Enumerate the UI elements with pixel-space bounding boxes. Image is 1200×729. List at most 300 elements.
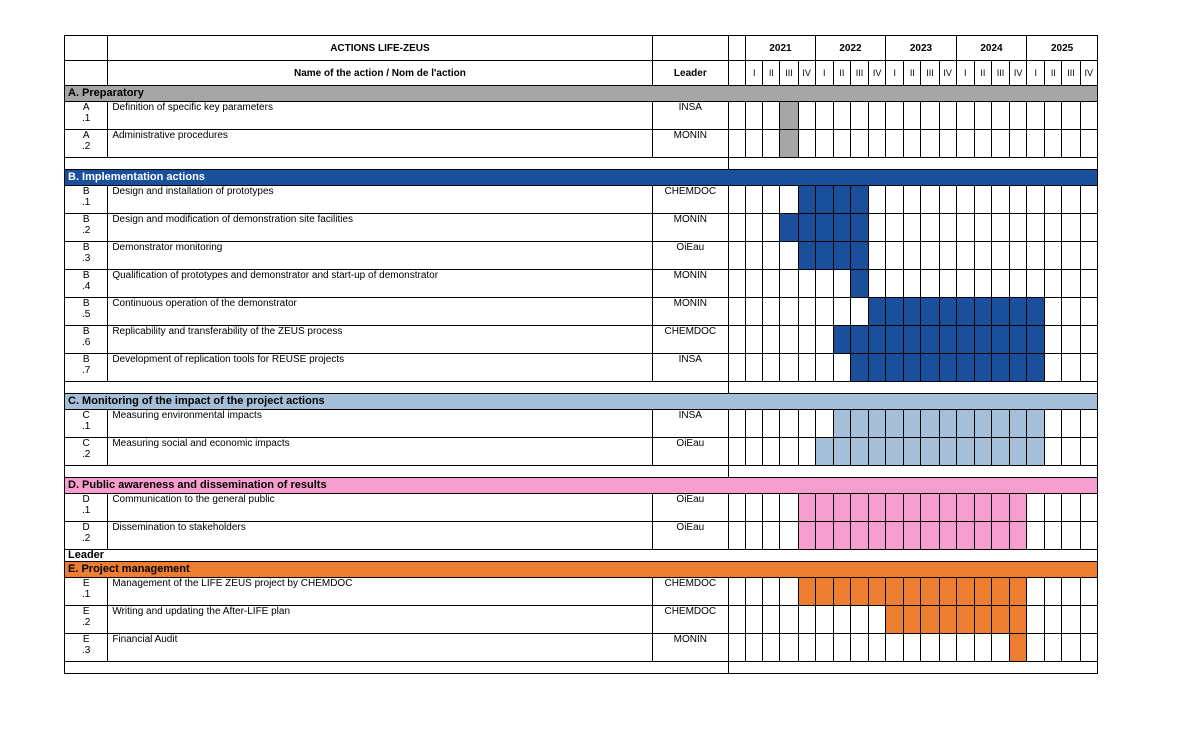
action-code: [65, 494, 108, 522]
gantt-bar-cell: [850, 270, 868, 298]
gantt-cell: [1062, 130, 1080, 158]
gantt-bar-cell: [833, 578, 850, 606]
section-header-E: [65, 562, 1098, 578]
gantt-cell: [886, 634, 904, 662]
gantt-bar-cell: [956, 298, 974, 326]
header-blank-2: [65, 61, 108, 86]
action-leader: OiEau: [652, 494, 729, 522]
gantt-bar-cell: [974, 494, 991, 522]
gantt-cell: [1045, 102, 1062, 130]
quarter-2025-II: II: [1045, 61, 1062, 86]
gantt-cell: [904, 214, 921, 242]
action-code-letter: B: [82, 214, 90, 225]
gantt-cell: [1010, 186, 1027, 214]
gantt-cell: [780, 298, 798, 326]
gantt-cell: [1045, 634, 1062, 662]
action-name: Qualification of prototypes and demonstrator and start-up of demonstrator: [108, 270, 652, 298]
gantt-cell: [780, 326, 798, 354]
gantt-bar-cell: [886, 410, 904, 438]
gantt-cell: [798, 326, 815, 354]
action-code-number: .2: [81, 225, 91, 236]
gantt-bar-cell: [850, 214, 868, 242]
action-code-number: .1: [81, 197, 91, 208]
spacer-cell: [729, 466, 1098, 478]
action-row: [65, 186, 1098, 214]
gantt-cell: [729, 326, 746, 354]
gantt-bar-cell: [833, 242, 850, 270]
gantt-cell: [1062, 438, 1080, 466]
action-code-letter: B: [82, 298, 90, 309]
gantt-cell: [974, 130, 991, 158]
gantt-cell: [1045, 270, 1062, 298]
gantt-bar-cell: [850, 242, 868, 270]
gantt-bar-cell: [833, 522, 850, 550]
spacer-cell: [729, 662, 1098, 674]
gantt-cell: [939, 130, 956, 158]
gantt-cell: [1080, 410, 1097, 438]
gantt-bar-cell: [798, 494, 815, 522]
gantt-bar-cell: [869, 410, 886, 438]
gantt-cell: [1062, 410, 1080, 438]
gantt-bar-cell: [921, 494, 939, 522]
gantt-cell: [1045, 578, 1062, 606]
gantt-cell: [956, 102, 974, 130]
action-name: Writing and updating the After-LIFE plan: [108, 606, 652, 634]
action-name: Replicability and transferability of the ZEUS process: [108, 326, 652, 354]
gantt-cell: [815, 410, 833, 438]
gantt-bar-cell: [991, 326, 1009, 354]
gantt-bar-cell: [956, 578, 974, 606]
gantt-bar-cell: [1010, 522, 1027, 550]
gantt-cell: [798, 130, 815, 158]
action-code-number: .5: [81, 309, 91, 320]
gantt-cell: [780, 270, 798, 298]
gantt-cell: [780, 410, 798, 438]
quarter-2022-IV: IV: [869, 61, 886, 86]
action-code-letter: B: [82, 326, 90, 337]
gantt-bar-cell: [780, 214, 798, 242]
spacer-row: [65, 382, 1098, 394]
gantt-cell: [1080, 522, 1097, 550]
gantt-bar-cell: [974, 606, 991, 634]
gantt-bar-cell: [904, 326, 921, 354]
gantt-cell: [1027, 522, 1045, 550]
gantt-cell: [1045, 606, 1062, 634]
gantt-cell: [939, 634, 956, 662]
gantt-cell: [833, 354, 850, 382]
gantt-bar-cell: [850, 326, 868, 354]
gantt-cell: [763, 494, 780, 522]
action-name: Measuring social and economic impacts: [108, 438, 652, 466]
gantt-cell: [798, 438, 815, 466]
quarter-2022-I: I: [815, 61, 833, 86]
action-code: [65, 102, 108, 130]
gantt-bar-cell: [904, 438, 921, 466]
gantt-cell: [1062, 634, 1080, 662]
gantt-bar-cell: [850, 354, 868, 382]
gantt-cell: [956, 214, 974, 242]
gantt-cell: [850, 298, 868, 326]
header-blank: [65, 36, 108, 61]
gantt-cell: [850, 130, 868, 158]
spacer-row: [65, 662, 1098, 674]
gantt-cell: [1045, 130, 1062, 158]
gantt-cell: [815, 354, 833, 382]
gantt-table: [64, 35, 1098, 674]
gantt-cell: [956, 242, 974, 270]
action-code: [65, 242, 108, 270]
gantt-cell: [921, 102, 939, 130]
gantt-cell: [815, 130, 833, 158]
quarter-2023-I: I: [886, 61, 904, 86]
section-header-C: [65, 394, 1098, 410]
gantt-bar-cell: [886, 326, 904, 354]
action-code: [65, 438, 108, 466]
gantt-cell: [974, 242, 991, 270]
gantt-cell: [869, 214, 886, 242]
gantt-cell: [939, 242, 956, 270]
gantt-cell: [1045, 522, 1062, 550]
gantt-cell: [729, 130, 746, 158]
gantt-cell: [1045, 214, 1062, 242]
gantt-cell: [763, 242, 780, 270]
gantt-cell: [1027, 634, 1045, 662]
gantt-cell: [815, 606, 833, 634]
section-title: E. Project management: [65, 562, 1098, 578]
quarter-2021-II: II: [763, 61, 780, 86]
column-leader-header: Leader: [652, 61, 729, 86]
action-code-letter: B: [82, 354, 90, 365]
gantt-cell: [746, 242, 763, 270]
gantt-cell: [746, 606, 763, 634]
action-leader: INSA: [652, 410, 729, 438]
action-code: [65, 634, 108, 662]
quarter-blank: [729, 61, 746, 86]
gantt-bar-cell: [798, 214, 815, 242]
gantt-cell: [815, 270, 833, 298]
action-row: [65, 494, 1098, 522]
action-code-number: .3: [81, 253, 91, 264]
action-leader: CHEMDOC: [652, 606, 729, 634]
gantt-cell: [1062, 326, 1080, 354]
action-code: [65, 298, 108, 326]
gantt-cell: [939, 102, 956, 130]
gantt-bar-cell: [815, 186, 833, 214]
gantt-cell: [729, 410, 746, 438]
quarter-2023-III: III: [921, 61, 939, 86]
gantt-cell: [1027, 270, 1045, 298]
gantt-bar-cell: [833, 494, 850, 522]
gantt-bar-cell: [921, 578, 939, 606]
action-leader: MONIN: [652, 130, 729, 158]
gantt-cell: [991, 270, 1009, 298]
spacer-cell: [65, 158, 729, 170]
gantt-cell: [763, 578, 780, 606]
gantt-bar-cell: [1027, 298, 1045, 326]
gantt-cell: [1045, 186, 1062, 214]
gantt-cell: [798, 102, 815, 130]
gantt-cell: [939, 186, 956, 214]
action-leader: OiEau: [652, 438, 729, 466]
gantt-cell: [1027, 186, 1045, 214]
action-name: Development of replication tools for REUSE projects: [108, 354, 652, 382]
gantt-bar-cell: [974, 326, 991, 354]
gantt-cell: [1080, 606, 1097, 634]
gantt-bar-cell: [1010, 634, 1027, 662]
gantt-bar-cell: [991, 354, 1009, 382]
spacer-row: [65, 466, 1098, 478]
gantt-bar-cell: [850, 578, 868, 606]
gantt-cell: [780, 186, 798, 214]
gantt-cell: [729, 634, 746, 662]
quarter-2025-III: III: [1062, 61, 1080, 86]
gantt-cell: [1062, 578, 1080, 606]
gantt-cell: [780, 242, 798, 270]
gantt-cell: [746, 270, 763, 298]
gantt-cell: [1010, 214, 1027, 242]
gantt-bar-cell: [780, 130, 798, 158]
gantt-cell: [815, 326, 833, 354]
action-code-number: .1: [81, 505, 91, 516]
action-code: [65, 186, 108, 214]
gantt-cell: [974, 102, 991, 130]
action-code-number: .6: [81, 337, 91, 348]
quarter-2022-III: III: [850, 61, 868, 86]
action-code-number: .2: [81, 449, 91, 460]
gantt-cell: [869, 186, 886, 214]
gantt-bar-cell: [904, 410, 921, 438]
gantt-cell: [729, 186, 746, 214]
gantt-cell: [974, 214, 991, 242]
spacer-cell: [729, 158, 1098, 170]
gantt-cell: [798, 298, 815, 326]
action-code-letter: D: [82, 494, 90, 505]
action-leader: MONIN: [652, 298, 729, 326]
gantt-bar-cell: [974, 522, 991, 550]
section-title: D. Public awareness and dissemination of results: [65, 478, 1098, 494]
action-code: [65, 606, 108, 634]
gantt-cell: [780, 634, 798, 662]
gantt-cell: [815, 634, 833, 662]
gantt-bar-cell: [991, 494, 1009, 522]
gantt-cell: [729, 242, 746, 270]
column-name-header: Name of the action / Nom de l'action: [108, 61, 652, 86]
gantt-bar-cell: [939, 298, 956, 326]
gantt-bar-cell: [850, 494, 868, 522]
gantt-cell: [798, 410, 815, 438]
gantt-bar-cell: [869, 354, 886, 382]
gantt-cell: [869, 130, 886, 158]
action-code-letter: B: [82, 186, 90, 197]
gantt-cell: [974, 186, 991, 214]
gantt-cell: [921, 634, 939, 662]
gantt-cell: [1080, 354, 1097, 382]
year-2021: 2021: [746, 36, 816, 61]
action-row: [65, 298, 1098, 326]
gantt-bar-cell: [815, 242, 833, 270]
gantt-bar-cell: [956, 354, 974, 382]
gantt-bar-cell: [815, 578, 833, 606]
gantt-cell: [1080, 326, 1097, 354]
gantt-cell: [729, 270, 746, 298]
gantt-bar-cell: [1027, 354, 1045, 382]
action-name: Measuring environmental impacts: [108, 410, 652, 438]
gantt-cell: [833, 270, 850, 298]
gantt-cell: [904, 102, 921, 130]
action-code: [65, 578, 108, 606]
gantt-bar-cell: [904, 606, 921, 634]
action-leader: CHEMDOC: [652, 186, 729, 214]
action-row: [65, 354, 1098, 382]
spacer-cell: [65, 466, 729, 478]
gantt-cell: [1010, 270, 1027, 298]
gantt-cell: [904, 186, 921, 214]
action-row: [65, 522, 1098, 550]
gantt-bar-cell: [780, 102, 798, 130]
gantt-cell: [939, 214, 956, 242]
gantt-cell: [729, 438, 746, 466]
gantt-bar-cell: [991, 410, 1009, 438]
gantt-cell: [850, 606, 868, 634]
action-row: [65, 242, 1098, 270]
gantt-bar-cell: [815, 494, 833, 522]
gantt-cell: [1080, 578, 1097, 606]
gantt-cell: [1080, 270, 1097, 298]
gantt-cell: [869, 634, 886, 662]
gantt-bar-cell: [1027, 438, 1045, 466]
gantt-bar-cell: [869, 578, 886, 606]
gantt-bar-cell: [798, 186, 815, 214]
gantt-cell: [746, 354, 763, 382]
gantt-cell: [991, 242, 1009, 270]
gantt-bar-cell: [939, 494, 956, 522]
gantt-cell: [1080, 242, 1097, 270]
action-leader: CHEMDOC: [652, 326, 729, 354]
gantt-cell: [1027, 606, 1045, 634]
gantt-bar-cell: [939, 326, 956, 354]
action-code-letter: C: [82, 410, 90, 421]
gantt-cell: [763, 214, 780, 242]
gantt-cell: [729, 298, 746, 326]
action-code-number: .3: [81, 645, 91, 656]
gantt-bar-cell: [1010, 438, 1027, 466]
gantt-cell: [904, 634, 921, 662]
action-name: Administrative procedures: [108, 130, 652, 158]
gantt-bar-cell: [869, 522, 886, 550]
action-code-number: .7: [81, 365, 91, 376]
action-row: [65, 102, 1098, 130]
gantt-cell: [815, 102, 833, 130]
header-blank-q: [729, 36, 746, 61]
gantt-cell: [1062, 186, 1080, 214]
gantt-bar-cell: [850, 186, 868, 214]
spacer-row: [65, 158, 1098, 170]
gantt-bar-cell: [974, 298, 991, 326]
action-code-letter: B: [82, 242, 90, 253]
action-row: [65, 410, 1098, 438]
action-code-number: .1: [81, 113, 91, 124]
gantt-bar-cell: [869, 438, 886, 466]
gantt-cell: [746, 438, 763, 466]
gantt-cell: [1010, 130, 1027, 158]
gantt-cell: [886, 214, 904, 242]
header-row-quarters: [65, 61, 1098, 86]
gantt-cell: [746, 326, 763, 354]
action-row: [65, 214, 1098, 242]
quarter-2024-III: III: [991, 61, 1009, 86]
gantt-cell: [1080, 494, 1097, 522]
gantt-cell: [1010, 242, 1027, 270]
quarter-2024-I: I: [956, 61, 974, 86]
gantt-bar-cell: [956, 494, 974, 522]
quarter-2025-IV: IV: [1080, 61, 1097, 86]
gantt-cell: [746, 186, 763, 214]
gantt-bar-cell: [921, 326, 939, 354]
gantt-cell: [869, 606, 886, 634]
gantt-bar-cell: [869, 494, 886, 522]
action-code-number: .2: [81, 617, 91, 628]
quarter-2023-II: II: [904, 61, 921, 86]
gantt-cell: [746, 578, 763, 606]
gantt-bar-cell: [886, 438, 904, 466]
quarter-2021-IV: IV: [798, 61, 815, 86]
gantt-cell: [780, 494, 798, 522]
gantt-bar-cell: [904, 354, 921, 382]
action-code-letter: E: [82, 634, 90, 645]
action-row: [65, 606, 1098, 634]
gantt-cell: [1045, 410, 1062, 438]
gantt-bar-cell: [869, 298, 886, 326]
gantt-cell: [746, 494, 763, 522]
gantt-cell: [956, 186, 974, 214]
gantt-bar-cell: [833, 326, 850, 354]
action-code: [65, 130, 108, 158]
gantt-bar-cell: [939, 522, 956, 550]
gantt-cell: [763, 270, 780, 298]
action-leader: INSA: [652, 354, 729, 382]
action-row: [65, 578, 1098, 606]
gantt-bar-cell: [956, 326, 974, 354]
gantt-bar-cell: [939, 578, 956, 606]
gantt-cell: [921, 186, 939, 214]
gantt-cell: [763, 326, 780, 354]
gantt-cell: [780, 578, 798, 606]
action-row: [65, 270, 1098, 298]
section-title: B. Implementation actions: [65, 170, 1098, 186]
gantt-cell: [746, 214, 763, 242]
gantt-cell: [869, 102, 886, 130]
action-leader: MONIN: [652, 270, 729, 298]
gantt-cell: [921, 130, 939, 158]
action-row: [65, 130, 1098, 158]
year-2023: 2023: [886, 36, 957, 61]
gantt-bar-cell: [974, 578, 991, 606]
action-code: [65, 270, 108, 298]
gantt-cell: [746, 130, 763, 158]
gantt-bar-cell: [1010, 494, 1027, 522]
gantt-cell: [833, 298, 850, 326]
gantt-cell: [746, 634, 763, 662]
gantt-cell: [1080, 298, 1097, 326]
gantt-cell: [815, 298, 833, 326]
gantt-cell: [746, 298, 763, 326]
action-code-number: .1: [81, 589, 91, 600]
gantt-bar-cell: [833, 438, 850, 466]
gantt-bar-cell: [850, 410, 868, 438]
gantt-bar-cell: [974, 354, 991, 382]
action-name: Dissemination to stakeholders: [108, 522, 652, 550]
section-header-B: [65, 170, 1098, 186]
